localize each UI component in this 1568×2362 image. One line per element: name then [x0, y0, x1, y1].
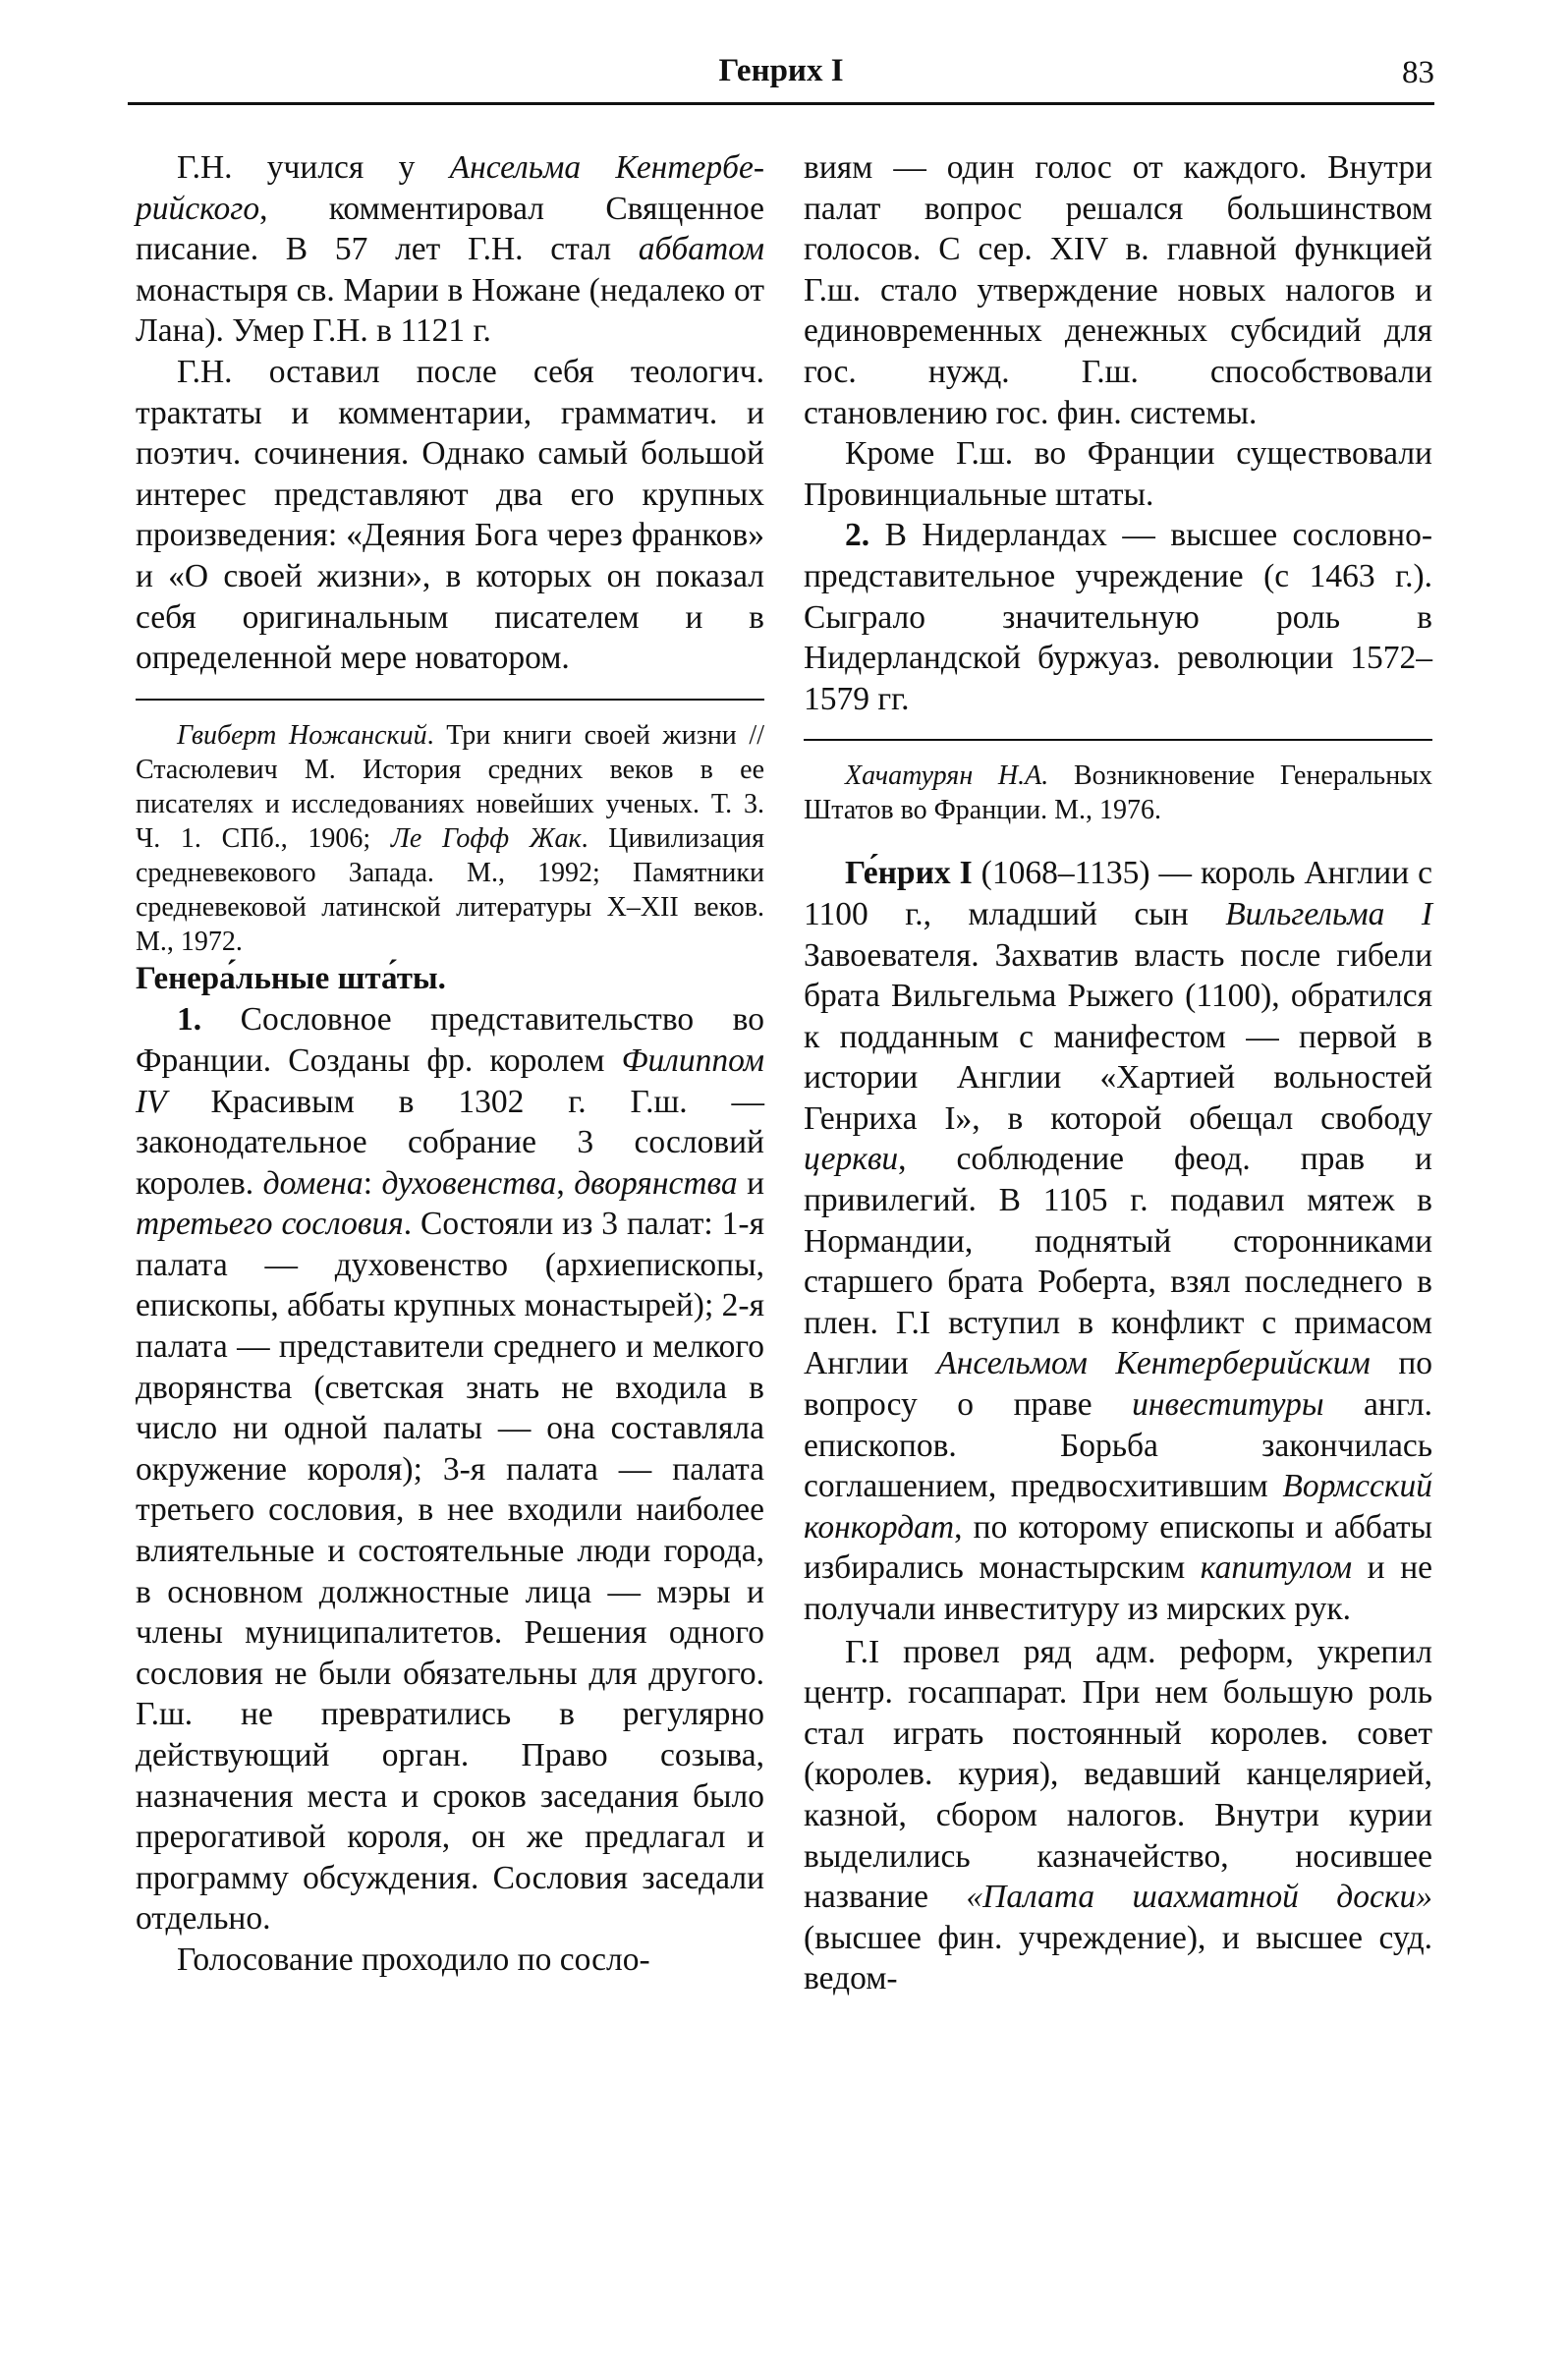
left-column — [136, 147, 764, 1981]
bibliography-rule — [804, 739, 1432, 741]
running-head — [128, 49, 1434, 94]
paragraph: Г.Н. оставил после себя теологич. трактаты и комментарии, грамматич. и поэтич. сочинения. Однако самый большой интерес представляют два его крупных произведения: «Деяния Бога через франков» и «О своей жизни», в которых он показал себя оригинальным писателем и в определенной мере новатором. — [136, 353, 764, 677]
running-head-title: Генрих I — [718, 53, 844, 88]
paragraph: виям — один голос от каждого. Внутри палат вопрос решался большинством голосов. С сер. XIV в. главной функцией Г.ш. стало утверждение новых налогов и единовременных денежных субсидий для гос. нужд. Г.ш. способствовали становлению гос. фин. системы. — [804, 149, 1432, 431]
paragraph: 2. В Нидерландах — высшее сословно-представительное учреждение (с 1463 г.). Сыграло значительную роль в Нидерландской буржуаз. революции 1572–1579 гг. — [804, 517, 1432, 717]
bibliography-rule — [136, 699, 764, 701]
entry-paragraph: Ге́нрих I (1068–1135) — король Англии с 1100 г., младший сын Вильгельма I Завоевателя. Захватив власть после гибели брата Вильгельма Рыжего (1100), обратился к подданным с манифестом — первой в истории Англии «Хартией вольностей Генриха I», в которой обещал свободу церкви, соблюдение феод. прав и привилегий. В 1105 г. подавил мятеж в Нормандии, поднятый сторонниками старшего брата Роберта, взял последнего в плен. Г.I вступил в конфликт с примасом Англии Ансельмом Кентерберийским по вопросу о праве инвеституры англ. епископов. Борьба закончилась соглашением, предвосхитившим Вормсский конкордат, по которому епископы и аббаты избирались монастырским капитулом и не получали инвеституру из мирских рук. — [804, 855, 1432, 1627]
paragraph: Кроме Г.ш. во Франции существовали Провинциальные штаты. — [804, 435, 1432, 513]
paragraph: Г.I провел ряд адм. реформ, укрепил центр. госаппарат. При нем большую роль стал играть постоянный королев. совет (королев. курия), ведавший канцелярией, казной, сбором налогов. Внутри курии выделились казначейство, носившее название «Палата шахматной доски» (высшее фин. учреждение), и высшее суд. ведом- — [804, 1633, 1432, 1997]
bibliography: Хачатурян Н.А. Возникновение Генеральных Штатов во Франции. М., 1976. — [804, 760, 1432, 826]
paragraph: Голосование проходило по сосло- — [177, 1940, 650, 1978]
paragraph: Г.Н. учился у Ансельма Кентербе-рийского, комментировал Священное писание. В 57 лет Г.Н. стал аббатом монастыря св. Марии в Ножане (недалеко от Лана). Умер Г.Н. в 1121 г. — [136, 149, 764, 350]
right-column — [804, 147, 1432, 1999]
header-rule — [128, 102, 1434, 105]
entry-heading: Генера́льные шта́ты. — [136, 960, 446, 996]
bibliography: Гвиберт Ножанский. Три книги своей жизни // Стасюлевич М. История средних веков в ее писателях и исследованиях новейших ученых. Т. 3. Ч. 1. СПб., 1906; Ле Гофф Жак. Цивилизация средневекового Запада. М., 1992; Памятники средневековой латинской литературы X–XII веков. М., 1972. — [136, 719, 765, 957]
paragraph: 1. Сословное представительство во Франции. Созданы фр. королем Филиппом IV Красивым в 1302 г. Г.ш. — законодательное собрание 3 сословий королев. домена: духовенства, дворянства и третьего сословия. Состояли из 3 палат: 1-я палата — духовенство (архиепископы, епископы, аббаты крупных монастырей); 2-я палата — представители среднего и мелкого дворянства (светская знать не входила в число ни одной палаты — она составляла окружение короля); 3-я палата — палата третьего сословия, в нее входили наиболее влиятельные и состоятельные люди города, в основном должностные лица — мэры и члены муниципалитетов. Решения одного сословия не были обязательны для другого. Г.ш. не превратились в регулярно действующий орган. Право созыва, назначения места и сроков заседания было прерогативой короля, он же предлагал и программу обсуждения. Сословия заседали отдельно. — [136, 1001, 765, 1938]
page-number: 83 — [1402, 55, 1434, 90]
